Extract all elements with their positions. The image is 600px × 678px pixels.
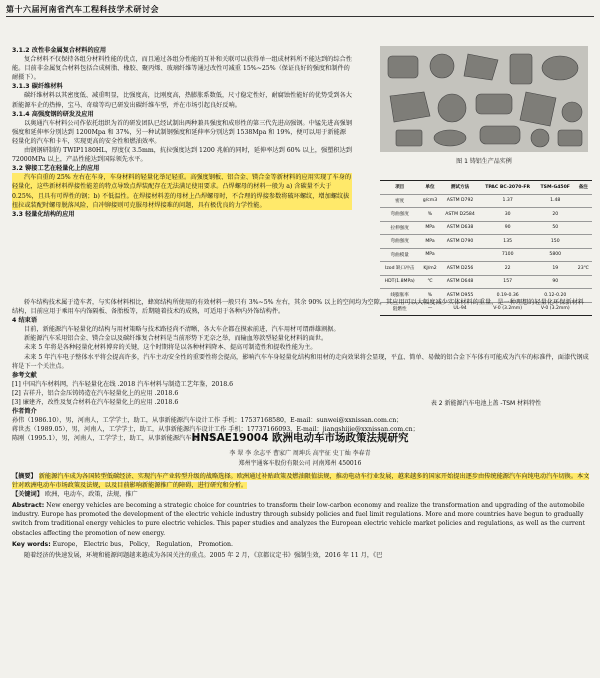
table-cell: ASTM D790 — [441, 235, 480, 249]
table-cell: 弯曲强度 — [380, 208, 419, 222]
table-cell: ASTM D792 — [441, 194, 480, 208]
table-cell: ASTM D638 — [441, 221, 480, 235]
author-info-item: 孙伟（1986.10），男，河南人，工学学士，助工，从事新能源汽车设计工作 手机：17537168580，E-mail：sunwei@xxnissan.com.cn； — [12, 417, 403, 425]
table-cell: MPa — [419, 248, 440, 262]
table-cell: 20 — [536, 208, 575, 222]
article-2-title: HNSAE19004 欧洲电动车市场政策法规研究 — [191, 432, 409, 444]
section-title: 3.1.3 碳纤维材料 — [12, 83, 63, 91]
keywords-en — [12, 540, 590, 549]
table-cell: ℃ — [419, 275, 440, 289]
article-2-abstract-block — [12, 472, 590, 560]
table-cell — [441, 248, 480, 262]
table-cell: 单位 — [419, 181, 440, 195]
table-cell: V-0 (3.2mm) — [479, 302, 536, 316]
table-cell: 150 — [536, 235, 575, 249]
paragraph: 目前，新能源汽车轻量化的结构与用材策略与技术路径尚不清晰，各大车企都在摸索前进，汽车用材可谓群雄割据。 — [24, 326, 340, 334]
section-title: 3.2 铆接工艺在轻量化上的应用 — [12, 165, 100, 173]
section-title: 3.1.4 高强度钢的研发及应用 — [12, 110, 94, 118]
references-title: 参考文献 — [12, 371, 37, 379]
table-2-caption: 表 2 新能源汽车电池上盖 -TSM 材料特性 — [430, 400, 542, 407]
table-cell — [575, 275, 592, 289]
abstract-cn-label: 【摘要】 — [12, 473, 37, 480]
keywords-cn-label: 【关键词】 — [12, 491, 43, 499]
table-cell: % — [419, 289, 440, 303]
table-cell: TSM-G450F — [536, 181, 575, 195]
reference-item: [3] 廉建齐，改性及复合材料在汽车轻量化上的应用 .2018.6 — [12, 399, 179, 407]
full-width-text-block — [12, 298, 590, 444]
author-info-title: 作者简介 — [12, 408, 37, 416]
table-cell: 拉伸强度 — [380, 221, 419, 235]
table-cell: 90 — [479, 221, 536, 235]
parts-photo-image — [380, 46, 588, 152]
figure-cast-aluminium-photo — [380, 46, 588, 152]
table-cell: MPa — [419, 221, 440, 235]
keywords-en-text: Europe， Electric bus， Policy， Regulation， Promotion. — [52, 540, 233, 548]
table-row — [380, 262, 592, 276]
paragraph: 由钢钢研制的 TWIP1180HL，厚度仅 3.5mm，抗拉强度达到 1200 兆帕的同时，延伸率达到 60% 以上，强塑积达到 72000MPa 以上，产品性能达到国际领先水平。 — [12, 147, 352, 164]
section-title: 3.1.2 改性非金属复合材料的应用 — [12, 47, 107, 54]
table-cell: 备注 — [575, 181, 592, 195]
table-row — [380, 208, 592, 222]
table-cell: — — [419, 302, 440, 316]
table-cell — [575, 194, 592, 208]
table-cell: KJ/m2 — [419, 262, 440, 276]
keywords-en-label: Key words: — [12, 540, 51, 548]
table-cell: 7100 — [479, 248, 536, 262]
journal-header: 第十六届河南省汽车工程科技学术研讨会 — [6, 4, 159, 14]
table-cell: 1.37 — [479, 194, 536, 208]
table-cell: 22 — [479, 262, 536, 276]
table-cell: 测试方法 — [441, 181, 480, 195]
header-rule — [6, 16, 594, 17]
table-cell — [575, 248, 592, 262]
author-info-item: 蒋世杰（1989.05），男，河南人，工学学士，助工，从事新能源汽车设计工作 手机：17737166093，E-mail：jiangshijie@xxnissan.com.cn； — [12, 426, 419, 434]
table-cell: 弯曲模量 — [380, 248, 419, 262]
table-cell: 项目 — [380, 181, 419, 195]
table-cell: 密度 — [380, 194, 419, 208]
abstract-en-text: New energy vehicles are becoming a strategic choice for countries to transform their low-carbon economy and realize the transformation and upgrading of the automobile industry. Europe has promoted the development of the electric vehicle industry through subsidy policies and fuel limit regulations. More and more countries have begun to gradually switch from traditional energy vehicles to pure electric vehicles. This paper studies and analyzes the European electric vehicle market policies and regulations, as well as the current obstacles affecting the promotion of new energy. — [12, 502, 585, 537]
article-2-affiliation: 郑州宇通客车股份有限公司 河南郑州 450016 — [238, 460, 362, 467]
table-cell: % — [419, 208, 440, 222]
reference-item: [2] 吉祥升，铝合金压铸铸造在汽车轻量化上的应用 .2018.6 — [12, 389, 179, 397]
table-cell: 阻燃性 — [380, 302, 419, 316]
table-cell: 157 — [479, 275, 536, 289]
section-title: 3.3 轻量化结构的应用 — [12, 210, 75, 218]
figure-1-caption: 图 1 铸铝生产品实例 — [456, 158, 512, 165]
table-cell: Izod 缺口冲击 — [380, 262, 419, 276]
table-row — [380, 248, 592, 262]
table-cell: TPAC BC-2070-FR — [479, 181, 536, 195]
table-cell: HDT(1.8MPa) — [380, 275, 419, 289]
intro-paragraph: 随着经济的快速发展，环境和能源问题越来越成为各国关注的重点。2005 年 2 月，《京都议定书》强制生效，2016 年 11 月，《巴 — [24, 551, 383, 559]
reference-item: [1] 中国汽车材料网，汽车轻量化在线 .2018 汽车材料与制造工艺年鉴，2018.6 — [12, 380, 234, 388]
highlighted-paragraph: 汽车自重的 25% 左右在车身，车身材料的轻量化举足轻重。高强度钢板、铝合金、镁合金等新材料的应用实现了车身的轻量化，这些新材料焊接性能差的特点导致点焊装配存在无法满足使用要求。凸焊螺母的材料一般为 a) 含碳量不大于 0.25%，且具有可焊性的钢；b) 不低温性。在焊接材料差的母材上凸焊螺母时，不合理的焊接参数将破坏螺纹，增加螺纹拔扭拉或装配时螺母脱落风险，自冲铆接则可克服母材焊接难的问题，具有极优良的力学性能。 — [12, 174, 352, 209]
table-cell: g/cm3 — [419, 194, 440, 208]
table-cell: 19 — [536, 262, 575, 276]
table-cell: ASTM D2584 — [441, 208, 480, 222]
table-cell: 135 — [479, 235, 536, 249]
paragraph: 未来 5 年汽车电子整体水平将会提高许多，汽车主动安全性的重要性将会提高，影响汽车车身轻量化结构和用材的走向效果将会显现，平直、简单、易做的铝合金下车体有可能成为汽车的标准件，面漆代钢成将是下一个关注点。 — [12, 353, 589, 370]
paragraph: 新能源汽车采用铝合金、镁合金以及碳纤维复合材料是当前形势下无奈之举，而输血筹款型轻量化材料的面世。 — [24, 335, 328, 343]
table-cell: 0.12-0.20 — [536, 289, 575, 303]
paragraph: 轿车结构技术属于造车者，与实体材料相比，蜂窝结构所使用的有效材料一般只有 3%~5% 左右，其余 90% 以上的空间均为空隙，其应用可以大幅度减少实体材料的重量，是一种理想的轻量化环保新材料结构，目前应用于乘用车内饰隔板、备胎板等，后期随着技术的成熟，可适用于各种内外饰结构件。 — [12, 299, 584, 316]
abstract-cn — [12, 472, 590, 490]
abstract-en — [12, 501, 590, 537]
table-cell: V-0 (3.2mm) — [536, 302, 575, 316]
table-cell: 5800 — [536, 248, 575, 262]
table-cell: 30 — [479, 208, 536, 222]
abstract-cn-text: 新能源汽车成为各国转型低碳经济、实现汽车产业转型升级的战略选择。欧洲通过补贴政策及燃油限值法规，推动电动车行业发展，越来越多的国家开始提出逐步由传统能源汽车向纯电动汽车切换。本文针对欧洲电动车市场政策及法规，以及目前影响新能源推广的障碍，进行研究和分析。 — [12, 473, 590, 490]
paragraph: 未来 5 年将是各种轻量化材料博弈的关键，这个时期将是以各种材料降本、提高可制造性和提收性能为主。 — [24, 344, 317, 352]
article-2-authors: 李 翠 李 余志平 曹家广 周坤兵 高宇征 史丁灿 李春青 — [229, 450, 371, 457]
table-cell: MPa — [419, 235, 440, 249]
table-cell: 50 — [536, 221, 575, 235]
table-cell: ASTM D256 — [441, 262, 480, 276]
table-cell — [575, 235, 592, 249]
table-cell: 弯曲强度 — [380, 235, 419, 249]
abstract-en-label: Abstract: — [12, 502, 45, 510]
table-row — [380, 235, 592, 249]
table-cell — [575, 221, 592, 235]
author-info-item: 陈刚（1995.1），男，河南人，工学学士，助工，从事新能源汽车设计工作。 — [12, 435, 223, 443]
paragraph: 以奥通汽车材料公司作依托组织为首的研发团队已经试制出两种兼具强度和成形性的第三代先进高强钢。中锰先进高强钢强度和延伸率分别达到 1200Mpa 和 37%，另一种试制钢强度和延伸率分别达到 1538Mpa 和 19%，便可以用于新能源轻量化的汽车和卡车，实现更高的安全性和燃油效率。 — [12, 119, 352, 145]
table-cell — [575, 208, 592, 222]
left-column — [12, 46, 352, 219]
table-row — [380, 275, 592, 289]
keywords-cn-text: 欧洲，电动车，政策，法规，推广 — [44, 491, 138, 499]
table-row — [380, 221, 592, 235]
table-cell: 0.19-0.36 — [479, 289, 536, 303]
table-cell: 1.48 — [536, 194, 575, 208]
table-cell: 90 — [536, 275, 575, 289]
keywords-cn — [12, 490, 590, 499]
paragraph: 碳纤维材料以其密度低、减重明显，比强度高，比刚度高，热膨胀系数低，尺寸稳定性好，耐腐蚀性能好的优势受到各大新能源车企的热捧，宝马、奇瑞等均已研发出碳纤维车型，并在市场引起良好反响。 — [12, 92, 352, 109]
table-cell: 线膨胀率 — [380, 289, 419, 303]
table-cell: 23℃ — [575, 262, 592, 276]
table-row — [380, 194, 592, 208]
table-cell: ASTM D955 — [441, 289, 480, 303]
paragraph: 复合材料不仅保持各组分材料性能的优点，而且通过各组分性能的互补和关联可以获得单一组成材料所不能达到的综合性能。目前非金属复合材料包括合成树脂、橡胶、聚丙烯、玻璃纤维等通过改性可减重 15%~25%（保证良好的强度和制件的耐摄下）。 — [12, 56, 352, 82]
table-cell: ASTM D648 — [441, 275, 480, 289]
section-title: 4 结束语 — [12, 317, 38, 325]
table-cell: UL-94 — [441, 302, 480, 316]
table-header-row — [380, 181, 592, 195]
material-properties-table — [380, 180, 592, 316]
